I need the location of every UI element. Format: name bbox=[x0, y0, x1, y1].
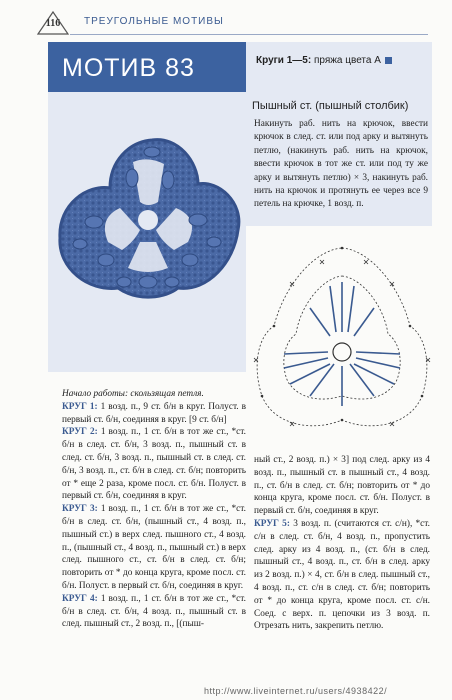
motif-title: МОТИВ 83 bbox=[62, 54, 195, 82]
round-3-text: 1 возд. п., 1 ст. б/н в тот же ст., *ст. б/н в след. ст. б/н, (пышный ст., 4 возд. п., пышный ст.) в верх след. пышного ст., 4 возд. п., (пышный ст., 4 возд. п., пышный ст.) в верх след. пышного ст., ст. б/н в след. ст. б/н; повторить от * до конца круга, кроме посл. ст. б/н. Полуст. в первый ст. б/н, соединяя в круг. bbox=[62, 504, 246, 591]
stitch-chart bbox=[250, 236, 434, 442]
crochet-motif-photo bbox=[48, 92, 246, 372]
page-number-badge bbox=[36, 10, 70, 36]
instructions-right-column bbox=[254, 454, 430, 633]
round-4-continued: ный ст., 2 возд. п.) × 3] под след. арку из 4 возд. п., пышный ст. в пышный ст., 4 возд. п., ст. б/н в след. ст. б/н; повторить от * до конца круга, кроме посл. ст. б/н. Полуст. в первый ст. б/н, соединяя в круг. bbox=[254, 455, 430, 517]
page-number: 116 bbox=[45, 18, 61, 29]
rounds-panel bbox=[246, 42, 432, 92]
round-1-text: 1 возд. п., 9 ст. б/н в круг. Полуст. в первый ст. б/н, соединяя в круг. [9 ст. б/н] bbox=[62, 401, 247, 425]
round-5-text: 3 возд. п. (считаются ст. с/н), *ст. с/н в след. ст. б/н, 4 возд. п., пропустить след. арку из 4 возд. п., (ст. б/н в след. пышный ст., 4 возд. п., ст. б/н в след. арку из 2 возд. п.) × 4, ст. б/н в след. пышный ст., 4 возд. п., ст. с/н в след. ст. б/н; повторить от * до конца круга, кроме посл. ст. с/н. Соед. с верх. п. цепочки из 3 возд. п. Отрезать нить, закрепить петлю. bbox=[254, 518, 430, 632]
start-text: Начало работы: скользящая петля. bbox=[62, 389, 204, 399]
round-2 bbox=[62, 426, 246, 503]
round-2-label: КРУГ 2: bbox=[62, 427, 98, 438]
round-3 bbox=[62, 503, 246, 593]
round-4-start bbox=[62, 593, 246, 631]
round-4-text-start: 1 возд. п., 1 ст. б/н в тот же ст., *ст. б/н в след. ст. б/н, 4 возд. п., пышный ст. в след. пышный ст., 2 возд. п., [(пыш- bbox=[62, 593, 246, 630]
round-1-label: КРУГ 1: bbox=[62, 401, 98, 412]
round-3-label: КРУГ 3: bbox=[62, 504, 98, 515]
header-rule bbox=[70, 34, 428, 35]
section-title: ТРЕУГОЛЬНЫЕ МОТИВЫ bbox=[84, 16, 224, 27]
round-5-label: КРУГ 5: bbox=[254, 518, 290, 529]
motif-banner bbox=[48, 42, 246, 92]
photo-area bbox=[48, 92, 246, 372]
round-2-text: 1 возд. п., 1 ст. б/н в тот же ст., *ст. б/н в след. ст. б/н, 3 возд. п., пышный ст. в след. ст. б/н, 3 возд. п., пышный ст. в след. ст. б/н, 3 возд. п., ст. б/н в след. ст. б/н; повторить от * еще 2 раза, кроме посл. ст. б/н. Полуст. в первый ст. б/н, соединяя в круг. bbox=[62, 427, 246, 502]
crochet-diagram bbox=[250, 236, 434, 442]
color-swatch-icon bbox=[385, 57, 392, 64]
stitch-text: Накинуть раб. нить на крючок, ввести крючок в след. ст. или под арку и вытянуть петлю, (накинуть раб. нить на крючок, ввести крючок в тот же ст. или под ту же арку и вытянуть петлю) × 3, накинуть раб. нить на крючок и протянуть ее через все 9 петель на крючке, 1 возд. п. bbox=[254, 119, 428, 210]
round-5 bbox=[254, 518, 430, 633]
rounds-label bbox=[256, 55, 392, 66]
round-4-label: КРУГ 4: bbox=[62, 593, 98, 604]
stitch-heading: Пышный ст. (пышный столбик) bbox=[252, 100, 409, 112]
instructions-left-column bbox=[62, 388, 246, 631]
rounds-label-bold: Круги 1—5: bbox=[256, 55, 312, 66]
watermark-url: http://www.liveinternet.ru/users/4938422/ bbox=[204, 686, 388, 696]
rounds-label-text: пряжа цвета А bbox=[311, 55, 381, 66]
round-1 bbox=[62, 401, 246, 427]
